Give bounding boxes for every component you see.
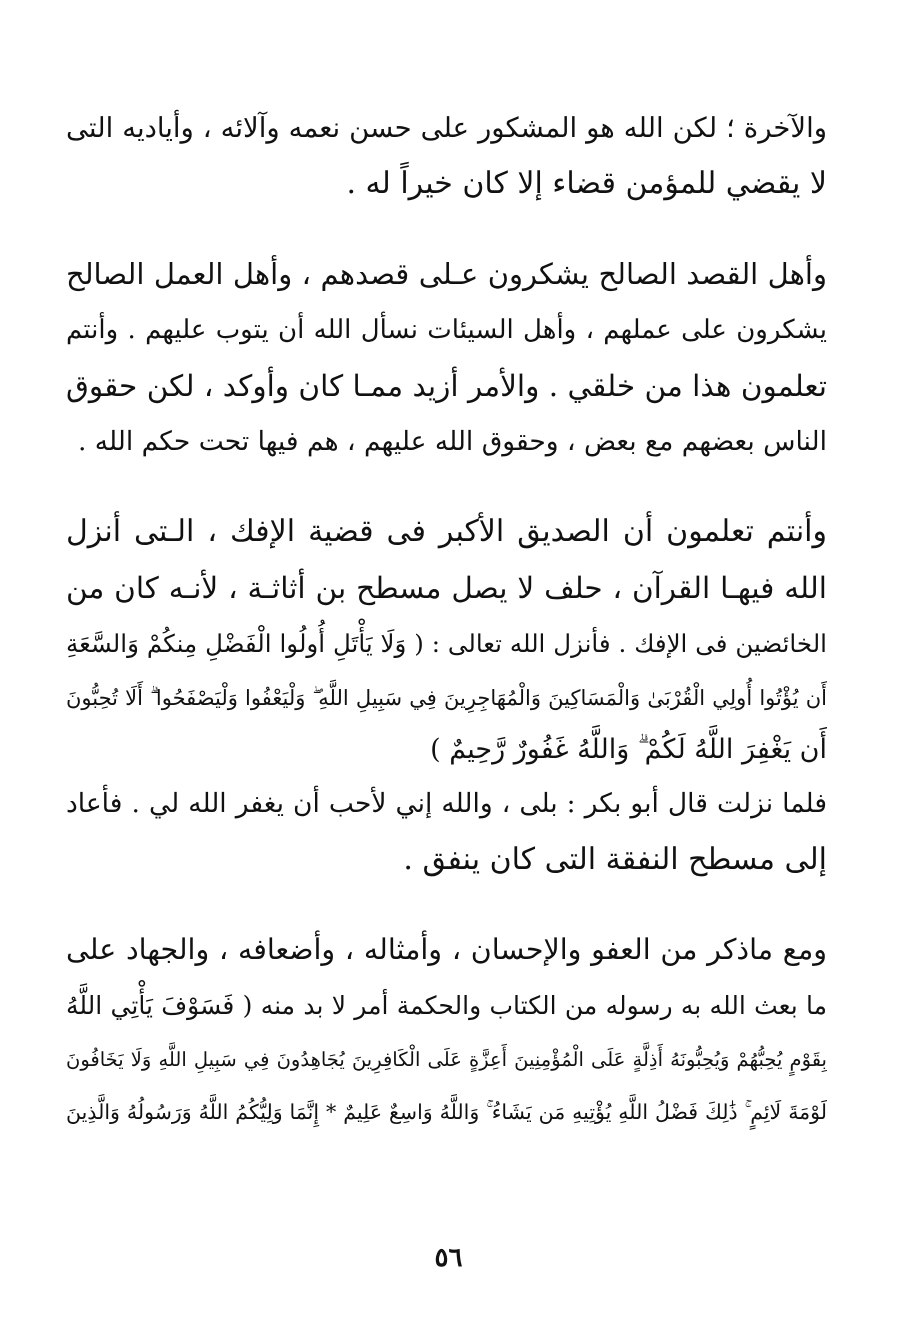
text-line: فلما نزلت قال أبو بكر : بلى ، والله إني لأحب أن يغفر الله لي . فأعاد — [66, 788, 827, 819]
paragraph-2 — [66, 246, 827, 470]
page-body — [66, 100, 827, 1138]
text-line: تعلمون هذا من خلقي . والأمر أزيد ممـا كان وأوكد ، لكن حقوق — [66, 369, 827, 403]
quran-verse-line: أَن يَغْفِرَ اللَّهُ لَكُمْ ۗ وَاللَّهُ غَفُورٌ رَّحِيمٌ ) — [430, 734, 827, 765]
text-line: إلى مسطح النفقة التى كان ينفق . — [403, 842, 827, 877]
text-line: الله فيهـا القرآن ، حلف لا يصل مسطح بن أثاثـة ، لأنـه كان من — [66, 571, 827, 605]
text-line: يشكرون على عملهم ، وأهل السيئات نسأل الله أن يتوب عليهم . وأنتم — [66, 315, 827, 345]
text-line: الناس بعضهم مع بعض ، وحقوق الله عليهم ، هم فيها تحت حكم الله . — [77, 426, 827, 457]
page-number: ٥٦ — [434, 1243, 463, 1273]
paragraph-4 — [66, 922, 827, 1138]
quran-verse-line: لَوْمَةَ لَائِمٍ ۚ ذَٰلِكَ فَضْلُ اللَّهِ يُؤْتِيهِ مَن يَشَاءُ ۚ وَاللَّهُ وَاسِعٌ عَلِيمٌ * إِنَّمَا وَلِيُّكُمُ اللَّهُ وَرَسُولُهُ وَالَّذِينَ — [66, 1100, 827, 1124]
quran-verse-line: بِقَوْمٍ يُحِبُّهُمْ وَيُحِبُّونَهُ أَذِلَّةٍ عَلَى الْمُؤْمِنِينَ أَعِزَّةٍ عَلَى الْكَافِرِينَ يُجَاهِدُونَ فِي سَبِيلِ اللَّهِ وَلَا يَخَافُونَ — [66, 1048, 827, 1071]
paragraph-1 — [66, 100, 827, 212]
paragraph-3 — [66, 504, 827, 888]
quran-verse-line: أَن يُؤْتُوا أُولِي الْقُرْبَىٰ وَالْمَسَاكِينَ وَالْمُهَاجِرِينَ فِي سَبِيلِ اللَّهِ ۖ وَلْيَعْفُوا وَلْيَصْفَحُوا ۗ أَلَا تُحِبُّونَ — [66, 686, 827, 710]
text-line: لا يقضي للمؤمن قضاء إلا كان خيراً له . — [346, 166, 827, 201]
text-line: وأنتم تعلمون أن الصديق الأكبر فى قضية الإفك ، الـتى أنزل — [66, 514, 827, 549]
text-line: الخائضين فى الإفك . فأنزل الله تعالى : ( وَلَا يَأْتَلِ أُولُوا الْفَضْلِ مِنكُمْ وَالسَّعَةِ — [66, 629, 827, 658]
text-line: وأهل القصد الصالح يشكرون عـلى قصدهم ، وأهل العمل الصالح — [66, 257, 827, 291]
text-line: ومع ماذكر من العفو والإحسان ، وأمثاله ، وأضعافه ، والجهاد على — [66, 933, 827, 966]
text-line: ما بعث الله به رسوله من الكتاب والحكمة أمر لا بد منه ( فَسَوْفَ يَأْتِي اللَّهُ — [66, 991, 827, 1020]
text-line: والآخرة ؛ لكن الله هو المشكور على حسن نعمه وآلائه ، وأياديه التى — [66, 112, 827, 144]
